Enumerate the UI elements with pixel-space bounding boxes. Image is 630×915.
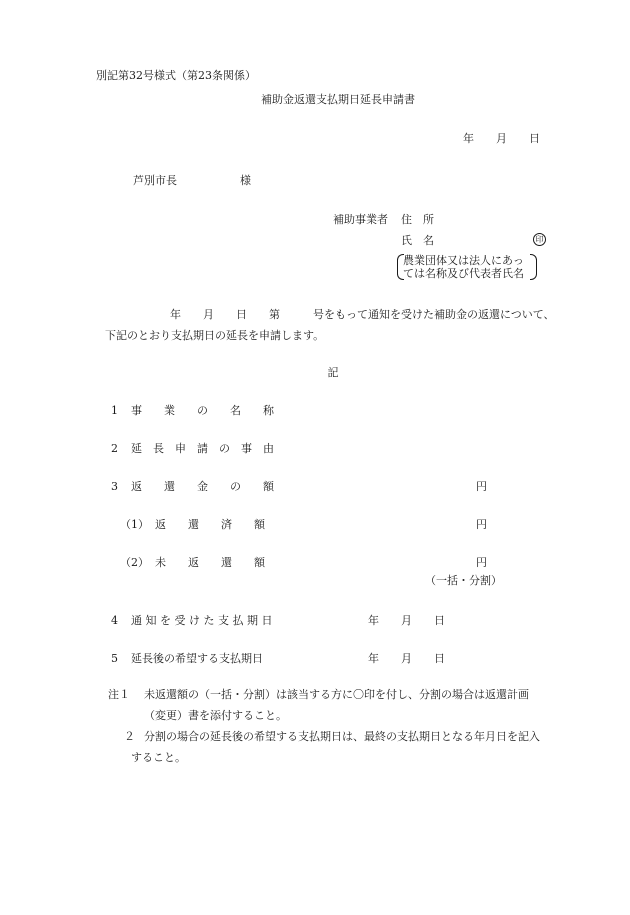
yen-unit: 円 (476, 518, 487, 531)
item-number: （1） (120, 518, 149, 531)
item-number: 3 (111, 480, 118, 493)
addressee-honorific: 様 (240, 174, 251, 187)
organization-note (397, 254, 537, 280)
address-label: 住 所 (401, 213, 434, 226)
note1-line2: （変更）書を添付すること。 (144, 709, 287, 722)
item-number: 1 (111, 404, 118, 417)
item-number: （2） (120, 556, 149, 569)
organization-note-line1: 農業団体又は法人にあっ (403, 254, 524, 267)
item-label-return-amount: 返 還 金 の 額 (131, 480, 274, 493)
addressee-name: 芦別市長 (133, 174, 177, 187)
seal-mark: 印 (533, 233, 546, 246)
date-line: 年 月 日 (463, 132, 540, 145)
item-label-requested-due-date: 延長後の希望する支払期日 (131, 652, 263, 665)
organization-note-line2: ては名称及び代表者氏名 (403, 267, 524, 280)
name-label: 氏 名 (401, 234, 434, 247)
date-value: 年 月 日 (368, 652, 445, 665)
item-label-unreturned-amount: 未 返 還 額 (155, 556, 265, 569)
body-line2: 下記のとおり支払期日の延長を申請します。 (105, 329, 325, 342)
date-value: 年 月 日 (368, 614, 445, 627)
yen-unit: 円 (476, 480, 487, 493)
note1-prefix: 注１ (108, 688, 130, 701)
right-parenthesis (530, 254, 537, 280)
item-label-extension-reason: 延 長 申 請 の 事 由 (131, 442, 274, 455)
item-label-notified-due-date: 通 知 を 受 け た 支 払 期 日 (131, 614, 273, 627)
yen-unit: 円 (476, 556, 487, 569)
item-number: 5 (111, 652, 118, 665)
note2-line2: すること。 (131, 751, 186, 764)
item-label-returned-amount: 返 還 済 額 (155, 518, 265, 531)
body-line1: 年 月 日 第 号をもって通知を受けた補助金の返還について、 (170, 308, 555, 321)
ki-heading: 記 (327, 366, 339, 379)
note2-prefix: ２ (124, 730, 135, 743)
note1-line1: 未返還額の（一括・分割）は該当する方に〇印を付し、分割の場合は返還計画 (144, 688, 529, 701)
applicant-role: 補助事業者 (333, 213, 388, 226)
item-label-project-name: 事 業 の 名 称 (131, 404, 274, 417)
form-header: 別記第32号様式（第23条関係） (96, 69, 256, 82)
document-title: 補助金返還支払期日延長申請書 (261, 93, 415, 106)
note2-line1: 分割の場合の延長後の希望する支払期日は、最終の支払期日となる年月日を記入 (144, 730, 540, 743)
lump-or-split: （一括・分割） (425, 574, 502, 587)
item-number: 4 (111, 614, 118, 627)
item-number: 2 (111, 442, 118, 455)
